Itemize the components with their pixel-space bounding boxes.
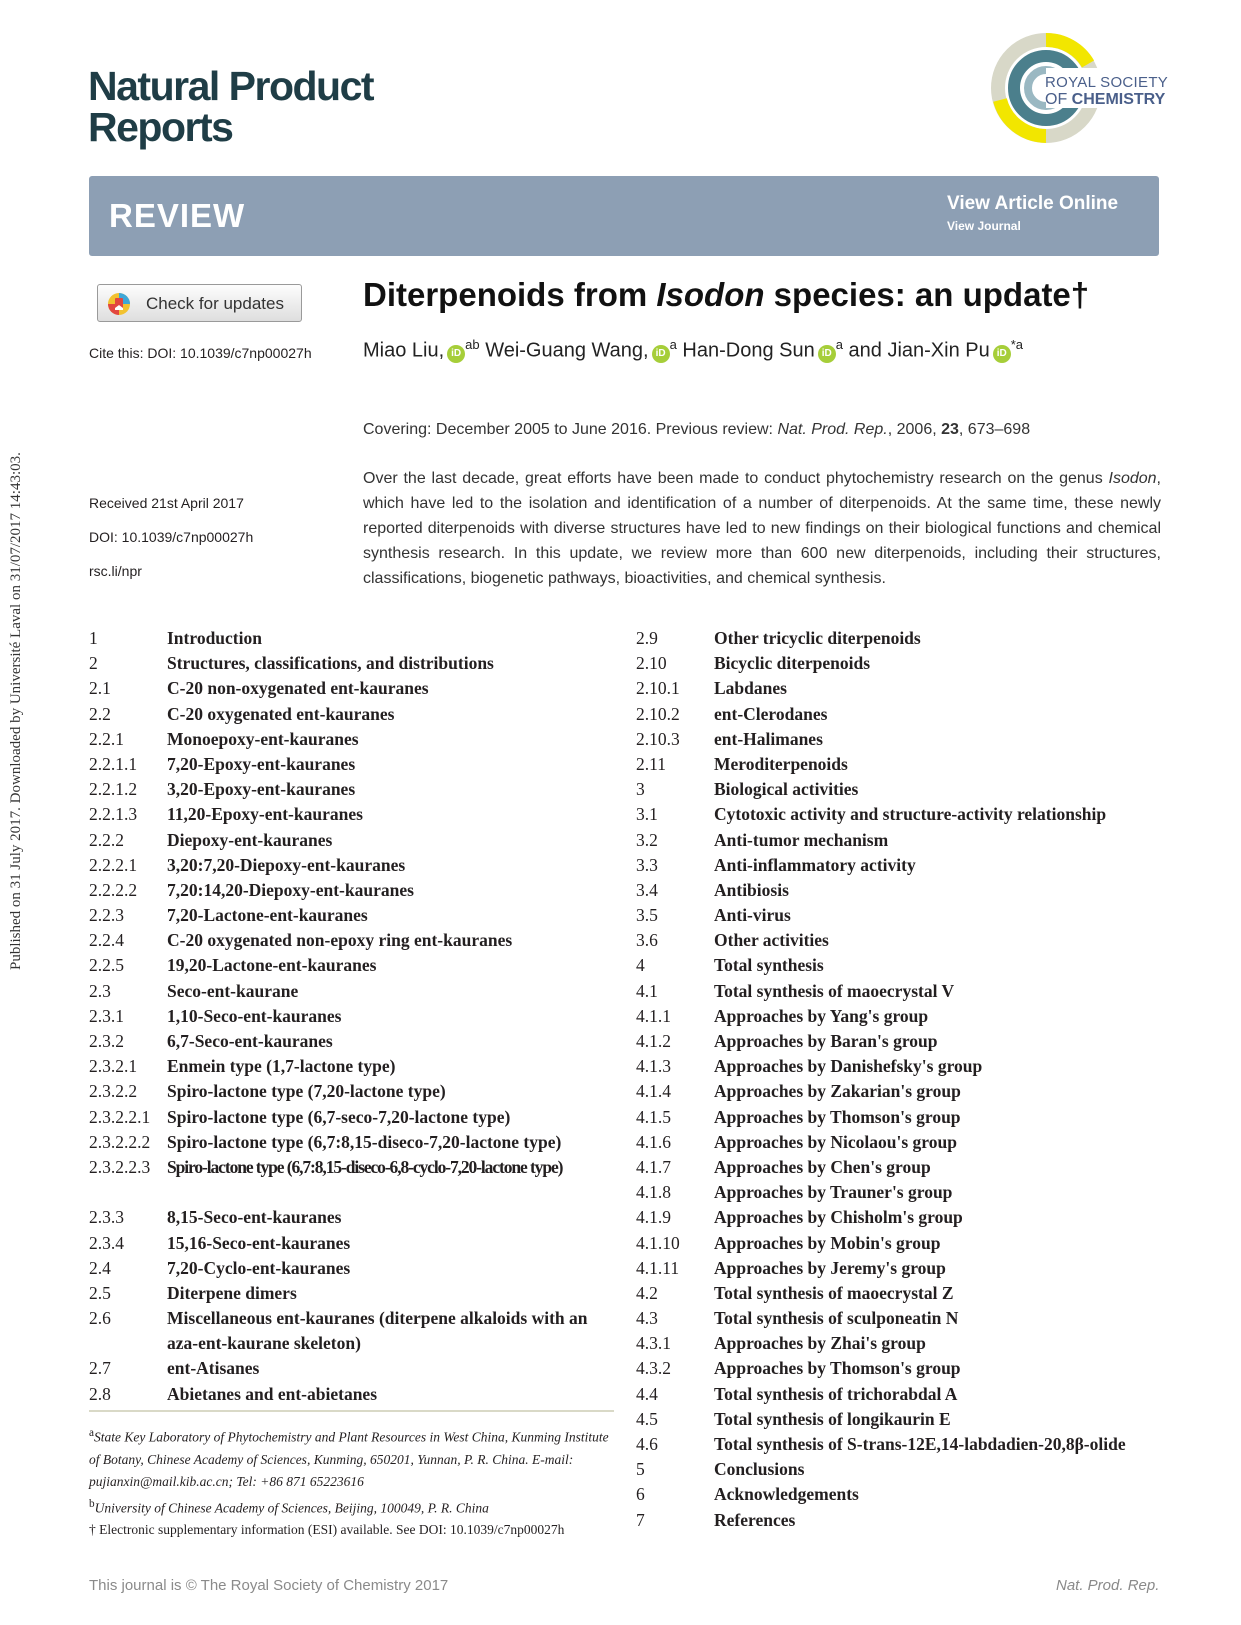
toc-entry[interactable]	[89, 1382, 619, 1407]
toc-entry[interactable]	[89, 1054, 619, 1079]
toc-entry[interactable]	[636, 1079, 1176, 1104]
toc-entry-number: 3.1	[636, 804, 658, 825]
toc-entry-number: 2.3.2.2.1	[89, 1106, 151, 1127]
orcid-icon[interactable]: iD	[652, 345, 670, 363]
toc-entry-title: Structures, classifications, and distributions	[167, 653, 494, 674]
toc-entry-number: 2.2.5	[89, 955, 124, 976]
toc-entry[interactable]	[89, 1356, 619, 1381]
journal-url[interactable]: rsc.li/npr	[89, 563, 142, 579]
toc-entry-title: 1,10-Seco-ent-kauranes	[167, 1005, 342, 1026]
toc-entry-number: 4.1.5	[636, 1106, 671, 1127]
toc-entry-title: Approaches by Thomson's group	[714, 1358, 961, 1379]
orcid-icon[interactable]: iD	[993, 345, 1011, 363]
toc-entry[interactable]	[636, 1382, 1176, 1407]
journal-title-line1: Natural Product	[88, 63, 374, 109]
footnote-esi: † Electronic supplementary information (ESI) available. See DOI: 10.1039/c7np00027h	[89, 1522, 565, 1537]
toc-entry-title: Diepoxy-ent-kauranes	[167, 829, 333, 850]
toc-entry-title: Meroditerpenoids	[714, 753, 848, 774]
toc-entry[interactable]	[89, 702, 619, 727]
toc-entry[interactable]	[89, 651, 619, 676]
toc-entry[interactable]	[636, 1231, 1176, 1256]
toc-entry-number: 3.5	[636, 905, 658, 926]
toc-entry[interactable]	[636, 1155, 1176, 1180]
toc-entry-number: 2.3.2.2.3	[89, 1156, 151, 1177]
toc-entry-title: References	[714, 1509, 796, 1530]
toc-entry-number: 2.3	[89, 980, 111, 1001]
cite-this	[89, 345, 312, 361]
toc-entry-number: 4.5	[636, 1408, 658, 1429]
toc-entry[interactable]	[636, 727, 1176, 752]
toc-entry[interactable]	[636, 676, 1176, 701]
journal-footer: Nat. Prod. Rep.	[1056, 1577, 1160, 1594]
author-affiliation: *a	[1010, 337, 1024, 352]
author-name: Miao Liu,	[363, 339, 445, 362]
toc-entry-number: 2.10	[636, 653, 667, 674]
toc-entry-title: Monoepoxy-ent-kauranes	[167, 728, 359, 749]
toc-entry-title: Anti-virus	[714, 905, 791, 926]
toc-entry-number: 2.3.4	[89, 1232, 124, 1253]
toc-entry[interactable]	[636, 1180, 1176, 1205]
toc-entry[interactable]	[89, 1004, 619, 1029]
toc-entry-title: Seco-ent-kaurane	[167, 980, 299, 1001]
toc-entry-number: 2.4	[89, 1257, 111, 1278]
toc-entry[interactable]	[89, 1105, 619, 1130]
toc-entry-number: 2.10.3	[636, 728, 680, 749]
toc-entry-number: 2.2.1.1	[89, 753, 138, 774]
received-date: Received 21st April 2017	[89, 495, 244, 511]
toc-entry-number: 2.1	[89, 678, 111, 699]
toc-entry-title: Approaches by Danishefsky's group	[714, 1056, 983, 1077]
toc-entry-number: 4.3.1	[636, 1333, 671, 1354]
toc-entry-number: 2.2.1.3	[89, 804, 138, 825]
toc-entry-title: Enmein type (1,7-lactone type)	[167, 1056, 396, 1077]
toc-entry-title: Approaches by Trauner's group	[714, 1182, 953, 1203]
orcid-icon[interactable]: iD	[818, 345, 836, 363]
toc-entry[interactable]	[636, 828, 1176, 853]
toc-entry[interactable]	[636, 1407, 1176, 1432]
toc-entry-number: 4.1.3	[636, 1056, 671, 1077]
toc-entry-title: Approaches by Chen's group	[714, 1156, 931, 1177]
toc-entry-title: Approaches by Zhai's group	[714, 1333, 926, 1354]
toc-entry[interactable]	[89, 752, 619, 777]
toc-entry[interactable]	[636, 1306, 1176, 1331]
toc-entry[interactable]	[636, 878, 1176, 903]
toc-entry[interactable]	[636, 1432, 1176, 1457]
author-name: Wei-Guang Wang,	[485, 339, 649, 362]
journal-title-line2: Reports	[88, 104, 233, 150]
toc-entry-title: Total synthesis of sculponeatin N	[714, 1308, 959, 1329]
toc-entry-number: 6	[636, 1484, 645, 1505]
toc-entry[interactable]	[636, 651, 1176, 676]
toc-entry[interactable]	[636, 777, 1176, 802]
toc-entry-number: 2.2.3	[89, 905, 124, 926]
toc-entry[interactable]	[636, 1331, 1176, 1356]
toc-entry-number: 2.11	[636, 753, 666, 774]
toc-entry[interactable]	[89, 953, 619, 978]
toc-entry-number: 4.4	[636, 1383, 658, 1404]
doi[interactable]: DOI: 10.1039/c7np00027h	[89, 529, 254, 545]
toc-entry[interactable]	[89, 828, 619, 853]
toc-entry-number: 2.2.2	[89, 829, 124, 850]
toc-entry-number: 4	[636, 955, 645, 976]
toc-entry[interactable]	[636, 1281, 1176, 1306]
toc-entry-title: C-20 non-oxygenated ent-kauranes	[167, 678, 429, 699]
toc-entry-number: 4.1	[636, 980, 658, 1001]
article-type-label: REVIEW	[109, 197, 246, 234]
toc-entry-title: Total synthesis of maoecrystal V	[714, 980, 955, 1001]
toc-entry[interactable]	[636, 1205, 1176, 1230]
toc-entry-number: 5	[636, 1459, 645, 1480]
toc-entry-title: Diterpene dimers	[167, 1282, 297, 1303]
footnotes	[89, 1422, 614, 1541]
toc-entry[interactable]	[89, 777, 619, 802]
toc-entry[interactable]	[89, 1205, 619, 1230]
toc-entry-number: 4.1.10	[636, 1232, 680, 1253]
toc-entry-title: Biological activities	[714, 779, 859, 800]
toc-entry[interactable]	[636, 1029, 1176, 1054]
view-journal-link[interactable]: View Journal	[947, 219, 1021, 233]
toc-entry-title: Other activities	[714, 930, 829, 951]
toc-entry-number: 7	[636, 1509, 645, 1530]
toc-entry-title: 7,20-Lactone-ent-kauranes	[167, 905, 368, 926]
covering-statement: Covering: December 2005 to June 2016. Previous review: Nat. Prod. Rep., 2006, 23, 673–698	[363, 421, 1031, 438]
toc-entry-title: Approaches by Thomson's group	[714, 1106, 961, 1127]
author-affiliation: a	[835, 337, 843, 352]
toc-entry[interactable]	[636, 1457, 1176, 1482]
toc-entry-number: 4.3.2	[636, 1358, 671, 1379]
toc-entry-title: 3,20-Epoxy-ent-kauranes	[167, 779, 356, 800]
toc-entry-number: 2.7	[89, 1358, 111, 1379]
footnote-divider	[89, 1410, 614, 1412]
toc-entry[interactable]	[636, 953, 1176, 978]
toc-entry-title: Approaches by Baran's group	[714, 1031, 938, 1051]
toc-entry-number: 3	[636, 779, 645, 800]
toc-entry-title: Total synthesis of S-trans-12E,14-labdadien-20,8β-olide	[714, 1434, 1126, 1454]
toc-entry[interactable]	[636, 928, 1176, 953]
toc-entry-title: Spiro-lactone type (6,7-seco-7,20-lactone type)	[167, 1106, 511, 1127]
toc-entry[interactable]	[89, 1029, 619, 1054]
toc-entry[interactable]	[636, 979, 1176, 1004]
toc-entry-title: Approaches by Mobin's group	[714, 1232, 941, 1253]
toc-entry-number: 2.5	[89, 1282, 111, 1303]
toc-entry[interactable]	[636, 1054, 1176, 1079]
cite-label: Cite this:	[89, 345, 144, 361]
check-for-updates-label: Check for updates	[146, 294, 284, 313]
toc-entry-number: 4.1.8	[636, 1182, 671, 1203]
toc-entry-number: 4.6	[636, 1434, 658, 1454]
toc-entry-number: 2.3.2.2.2	[89, 1131, 151, 1152]
toc-entry-number: 2.3.1	[89, 1005, 124, 1026]
toc-entry-title: 7,20:14,20-Diepoxy-ent-kauranes	[167, 879, 414, 900]
toc-entry[interactable]	[89, 1306, 619, 1356]
toc-entry[interactable]	[636, 1508, 1176, 1533]
toc-entry-number: 2.9	[636, 628, 658, 648]
toc-entry-title: Approaches by Yang's group	[714, 1005, 929, 1026]
toc-entry-number: 2.6	[89, 1308, 111, 1329]
toc-entry-number: 3.3	[636, 854, 658, 875]
toc-entry-number: 2.2.1	[89, 728, 124, 749]
toc-entry-number: 4.1.7	[636, 1156, 671, 1177]
toc-entry-title: Total synthesis	[714, 955, 824, 976]
toc-entry[interactable]	[636, 802, 1176, 827]
toc-entry-number: 1	[89, 628, 98, 648]
toc-entry[interactable]	[89, 928, 619, 953]
toc-entry[interactable]	[636, 626, 1176, 651]
toc-entry[interactable]	[89, 853, 619, 878]
toc-entry[interactable]	[636, 1256, 1176, 1281]
toc-entry-title: Abietanes and ent-abietanes	[167, 1383, 378, 1404]
toc-entry[interactable]	[636, 1482, 1176, 1507]
toc-entry[interactable]	[636, 702, 1176, 727]
toc-entry-title: Spiro-lactone type (6,7:8,15-diseco-6,8-cyclo-7,20-lactone type)	[167, 1156, 563, 1177]
toc-entry-title: 19,20-Lactone-ent-kauranes	[167, 955, 377, 976]
footnote-a: $^a$State Key Laboratory of Phytochemistry and Plant Resources in West China, Kunming Institute of Botany, Chinese Academy of Sciences, Kunming, 650201, Yunnan, P. R. China. E-mail: pujianxin@mail.kib.ac.cn; Tel: +86 871 65223616	[89, 1427, 609, 1489]
toc-entry-title: Anti-tumor mechanism	[714, 829, 889, 850]
toc-entry-title: 6,7-Seco-ent-kauranes	[167, 1031, 333, 1051]
toc-entry[interactable]	[636, 752, 1176, 777]
toc-entry-title: Antibiosis	[714, 879, 789, 900]
rsc-wordmark-line1: ROYAL SOCIETY	[1045, 74, 1169, 91]
toc-entry[interactable]	[89, 802, 619, 827]
toc-entry-number: 2.2	[89, 703, 111, 724]
toc-entry-title: Cytotoxic activity and structure-activity relationship	[714, 804, 1107, 825]
toc-entry-number: 2.2.1.2	[89, 779, 138, 800]
toc-entry-title: ent-Clerodanes	[714, 703, 828, 724]
toc-right-column	[636, 626, 1176, 1533]
toc-entry-title: Labdanes	[714, 678, 787, 699]
toc-entry[interactable]	[89, 626, 619, 651]
toc-entry-title: 8,15-Seco-ent-kauranes	[167, 1207, 342, 1228]
toc-entry-title: ent-Halimanes	[714, 728, 823, 749]
toc-entry-number: 2.8	[89, 1383, 111, 1404]
toc-entry-number: 4.2	[636, 1282, 658, 1303]
toc-entry-number: 4.1.11	[636, 1257, 680, 1278]
toc-entry-number: 2.10.2	[636, 703, 680, 724]
toc-entry-number: 3.4	[636, 879, 658, 900]
toc-entry-number: 4.1.2	[636, 1031, 671, 1051]
toc-entry-title: Miscellaneous ent-kauranes (diterpene alkaloids with an aza-ent-kaurane skeleton)	[167, 1308, 588, 1354]
toc-entry-number: 4.1.4	[636, 1081, 671, 1102]
toc-entry-title: Anti-inflammatory activity	[714, 854, 916, 875]
toc-entry-number: 4.1.1	[636, 1005, 671, 1026]
toc-entry-title: Introduction	[167, 628, 262, 648]
toc-entry[interactable]	[89, 878, 619, 903]
toc-entry-title: Bicyclic diterpenoids	[714, 653, 871, 674]
author-affiliation: ab	[465, 337, 480, 352]
toc-entry[interactable]	[89, 727, 619, 752]
toc-entry[interactable]	[89, 1231, 619, 1256]
rsc-wordmark-line2: OF CHEMISTRY	[1045, 91, 1166, 108]
toc-entry-number: 3.6	[636, 930, 658, 951]
toc-entry[interactable]	[636, 1004, 1176, 1029]
cite-doi[interactable]: DOI: 10.1039/c7np00027h	[147, 345, 312, 361]
toc-entry[interactable]	[636, 853, 1176, 878]
toc-entry[interactable]	[636, 1130, 1176, 1155]
toc-entry-number: 2.10.1	[636, 678, 680, 699]
toc-entry-title: Other tricyclic diterpenoids	[714, 628, 921, 648]
toc-entry[interactable]	[636, 1356, 1176, 1381]
toc-entry-title: Approaches by Nicolaou's group	[714, 1131, 957, 1152]
toc-entry-title: Approaches by Zakarian's group	[714, 1081, 961, 1102]
author-name: Han-Dong Sun	[682, 339, 815, 362]
toc-entry[interactable]	[89, 676, 619, 701]
author-list	[363, 337, 1023, 363]
toc-entry-number: 2.3.2.2	[89, 1081, 138, 1102]
toc-entry[interactable]	[636, 903, 1176, 928]
author-affiliation: a	[669, 337, 677, 352]
toc-entry-title: 7,20-Epoxy-ent-kauranes	[167, 753, 356, 774]
rsc-wordmark	[1045, 74, 1168, 108]
toc-entry-number: 4.1.9	[636, 1207, 671, 1228]
toc-entry-number: 2.3.2	[89, 1031, 124, 1051]
view-article-online-link[interactable]: View Article Online	[947, 193, 1119, 214]
toc-entry-title: 15,16-Seco-ent-kauranes	[167, 1232, 351, 1253]
toc-entry-title: 3,20:7,20-Diepoxy-ent-kauranes	[167, 854, 406, 875]
toc-entry-title: Spiro-lactone type (6,7:8,15-diseco-7,20-lactone type)	[167, 1131, 562, 1152]
toc-entry-number: 2	[89, 653, 98, 674]
toc-entry[interactable]	[636, 1105, 1176, 1130]
toc-entry-number: 2.2.2.1	[89, 854, 138, 875]
toc-entry-title: Conclusions	[714, 1459, 805, 1480]
copyright-footer: This journal is © The Royal Society of Chemistry 2017	[89, 1577, 449, 1594]
toc-entry-number: 2.2.4	[89, 930, 124, 951]
toc-entry[interactable]	[89, 1256, 619, 1281]
toc-entry-number: 2.3.3	[89, 1207, 124, 1228]
toc-entry-number: 2.3.2.1	[89, 1056, 138, 1077]
toc-entry-number: 4.1.6	[636, 1131, 671, 1152]
toc-entry-title: 11,20-Epoxy-ent-kauranes	[167, 804, 363, 825]
toc-left-column	[89, 626, 619, 1407]
toc-entry-number: 2.2.2.2	[89, 879, 138, 900]
toc-entry-number: 4.3	[636, 1308, 658, 1329]
toc-entry-title: 7,20-Cyclo-ent-kauranes	[167, 1257, 351, 1278]
toc-entry[interactable]	[89, 903, 619, 928]
toc-entry-title: ent-Atisanes	[167, 1358, 260, 1379]
toc-entry[interactable]	[89, 979, 619, 1004]
toc-entry[interactable]	[89, 1155, 619, 1205]
toc-entry[interactable]	[89, 1130, 619, 1155]
toc-entry-title: Approaches by Chisholm's group	[714, 1207, 963, 1228]
journal-title	[88, 63, 374, 150]
toc-entry-title: Acknowledgements	[714, 1484, 859, 1505]
toc-entry-title: Total synthesis of maoecrystal Z	[714, 1282, 954, 1303]
toc-entry-number: 3.2	[636, 829, 658, 850]
abstract: Over the last decade, great efforts have been made to conduct phytochemistry research on the genus Isodon, which have led to the isolation and identification of a number of diterpenoids. At the same time, these newly reported diterpenoids with diverse structures have led to new findings on their biological functions and chemical synthesis research. In this update, we review more than 600 new diterpenoids, including their structures, classifications, biogenetic pathways, bioactivities, and chemical synthesis.	[363, 470, 1161, 587]
toc-entry-title: Spiro-lactone type (7,20-lactone type)	[167, 1081, 446, 1102]
download-notice: Published on 31 July 2017. Downloaded by Université Laval on 31/07/2017 14:43:03.	[8, 452, 24, 970]
orcid-icon[interactable]: iD	[447, 345, 465, 363]
check-for-updates-button[interactable]	[97, 284, 302, 322]
footnote-b: $^b$University of Chinese Academy of Sciences, Beijing, 100049, P. R. China	[89, 1497, 489, 1515]
toc-entry-title: Approaches by Jeremy's group	[714, 1257, 946, 1278]
toc-entry[interactable]	[89, 1079, 619, 1104]
crossmark-icon	[107, 292, 131, 316]
toc-entry-title: C-20 oxygenated non-epoxy ring ent-kauranes	[167, 930, 513, 951]
toc-entry-title: Total synthesis of longikaurin E	[714, 1408, 951, 1429]
toc-entry[interactable]	[89, 1281, 619, 1306]
toc-entry-title: Total synthesis of trichorabdal A	[714, 1383, 958, 1404]
article-type-banner	[89, 176, 1159, 256]
author-name: and Jian-Xin Pu	[848, 339, 990, 362]
toc-entry-title: C-20 oxygenated ent-kauranes	[167, 703, 395, 724]
article-title: Diterpenoids from Isodon species: an update†	[363, 276, 1090, 313]
